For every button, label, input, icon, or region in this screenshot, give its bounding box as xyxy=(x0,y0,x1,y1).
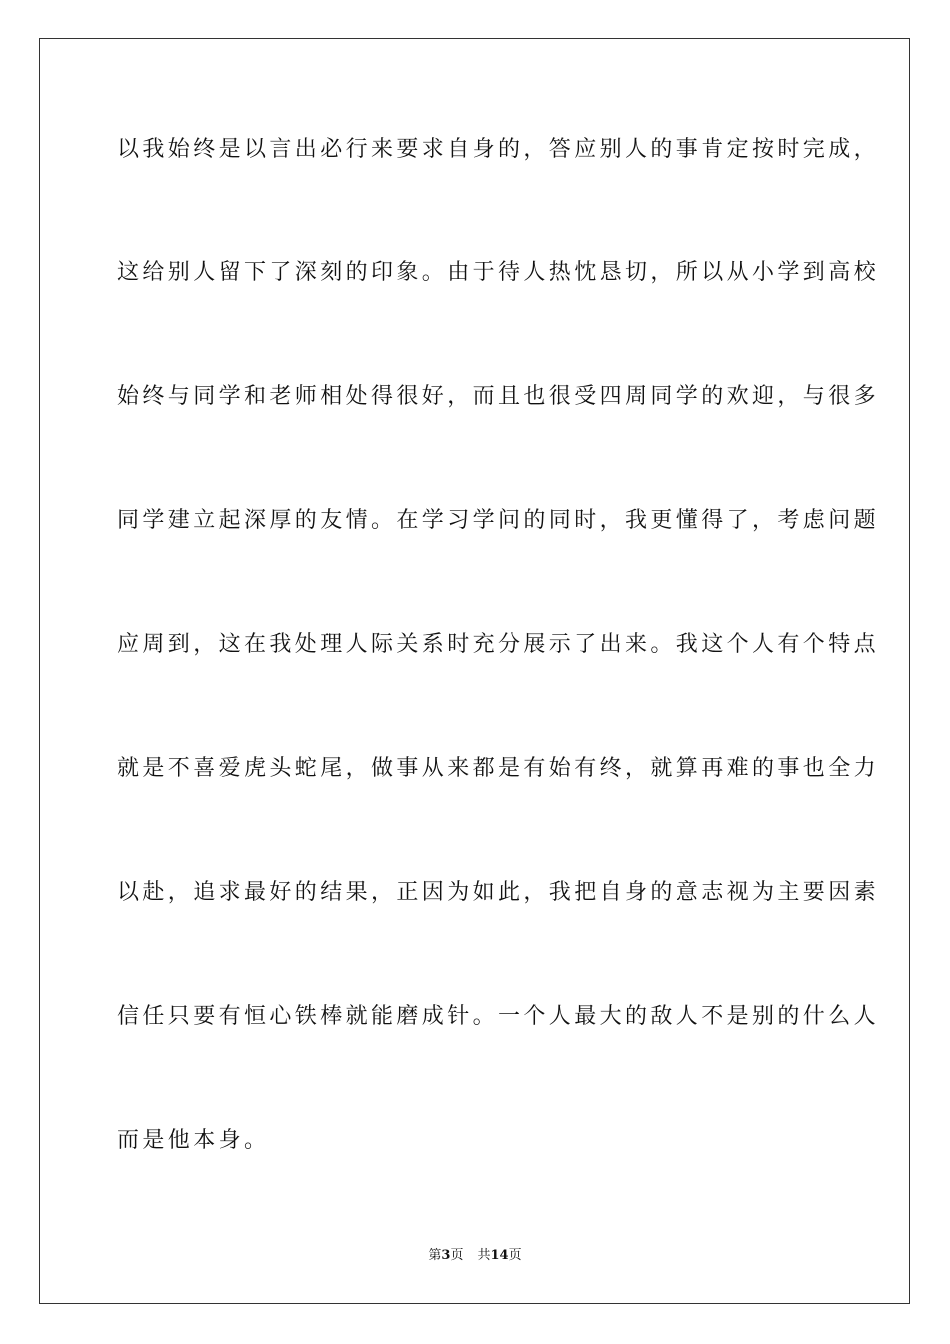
total-suffix: 页 xyxy=(508,1248,522,1263)
page-number: 3 xyxy=(441,1248,451,1263)
total-pages: 14 xyxy=(490,1248,509,1263)
body-text-line-5: 应周到，这在我处理人际关系时充分展示了出来。我这个人有个特点 xyxy=(117,632,880,657)
body-text-line-1: 以我始终是以言出必行来要求自身的，答应别人的事肯定按时完成， xyxy=(117,137,880,162)
page-border xyxy=(39,38,910,1304)
body-text-line-8: 信任只要有恒心铁棒就能磨成针。一个人最大的敌人不是别的什么人 xyxy=(117,1004,880,1029)
body-text-line-7: 以赴，追求最好的结果，正因为如此，我把自身的意志视为主要因素 xyxy=(117,880,880,905)
body-text-line-2: 这给别人留下了深刻的印象。由于待人热忱恳切，所以从小学到高校 xyxy=(117,260,880,285)
total-prefix: 共 xyxy=(477,1248,491,1263)
body-text-line-3: 始终与同学和老师相处得很好，而且也很受四周同学的欢迎，与很多 xyxy=(117,384,880,409)
body-text-line-6: 就是不喜爱虎头蛇尾，做事从来都是有始有终，就算再难的事也全力 xyxy=(117,756,880,781)
page-prefix: 第 xyxy=(428,1248,442,1263)
body-text-line-4: 同学建立起深厚的友情。在学习学问的同时，我更懂得了，考虑问题 xyxy=(117,508,880,533)
body-text-line-9: 而是他本身。 xyxy=(117,1128,270,1153)
page-suffix: 页 xyxy=(450,1248,464,1263)
page-footer xyxy=(0,1248,950,1264)
